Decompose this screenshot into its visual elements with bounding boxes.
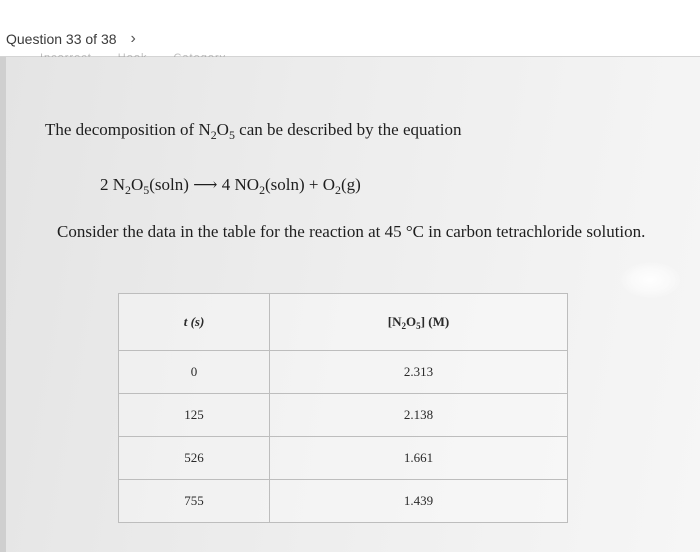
time-cell: 0 xyxy=(119,351,270,394)
table-row xyxy=(119,480,568,523)
table-row xyxy=(119,437,568,480)
table-row xyxy=(119,394,568,437)
question-counter: Question 33 of 38 xyxy=(6,31,117,47)
top-bar xyxy=(0,0,700,57)
time-cell: 125 xyxy=(119,394,270,437)
question-intro: The decomposition of $N_2O_5$ can be described by the equation xyxy=(45,120,462,143)
concentration-cell: 1.661 xyxy=(270,437,568,480)
left-rule xyxy=(0,57,6,552)
concentration-cell: 2.138 xyxy=(270,394,568,437)
column-header-time: t (s) xyxy=(119,294,270,351)
time-cell: 755 xyxy=(119,480,270,523)
concentration-cell: 2.313 xyxy=(270,351,568,394)
table-row xyxy=(119,351,568,394)
chevron-right-icon[interactable]: › xyxy=(130,30,136,47)
reaction-equation: 2 $N_2O_5(soln)$ ⟶ 4 $NO_2(soln) + O_2(g)$ xyxy=(100,175,361,198)
time-cell: 526 xyxy=(119,437,270,480)
concentration-table xyxy=(118,293,568,523)
concentration-cell: 1.439 xyxy=(270,480,568,523)
screen-glare xyxy=(620,262,680,298)
column-header-concentration: $[N_2O_5]$ (M) xyxy=(270,294,568,351)
question-instructions: Consider the data in the table for the reaction at 45 °C in carbon tetrachloride solution. xyxy=(57,222,646,241)
question-navigator xyxy=(6,30,136,48)
table-header-row xyxy=(119,294,568,351)
